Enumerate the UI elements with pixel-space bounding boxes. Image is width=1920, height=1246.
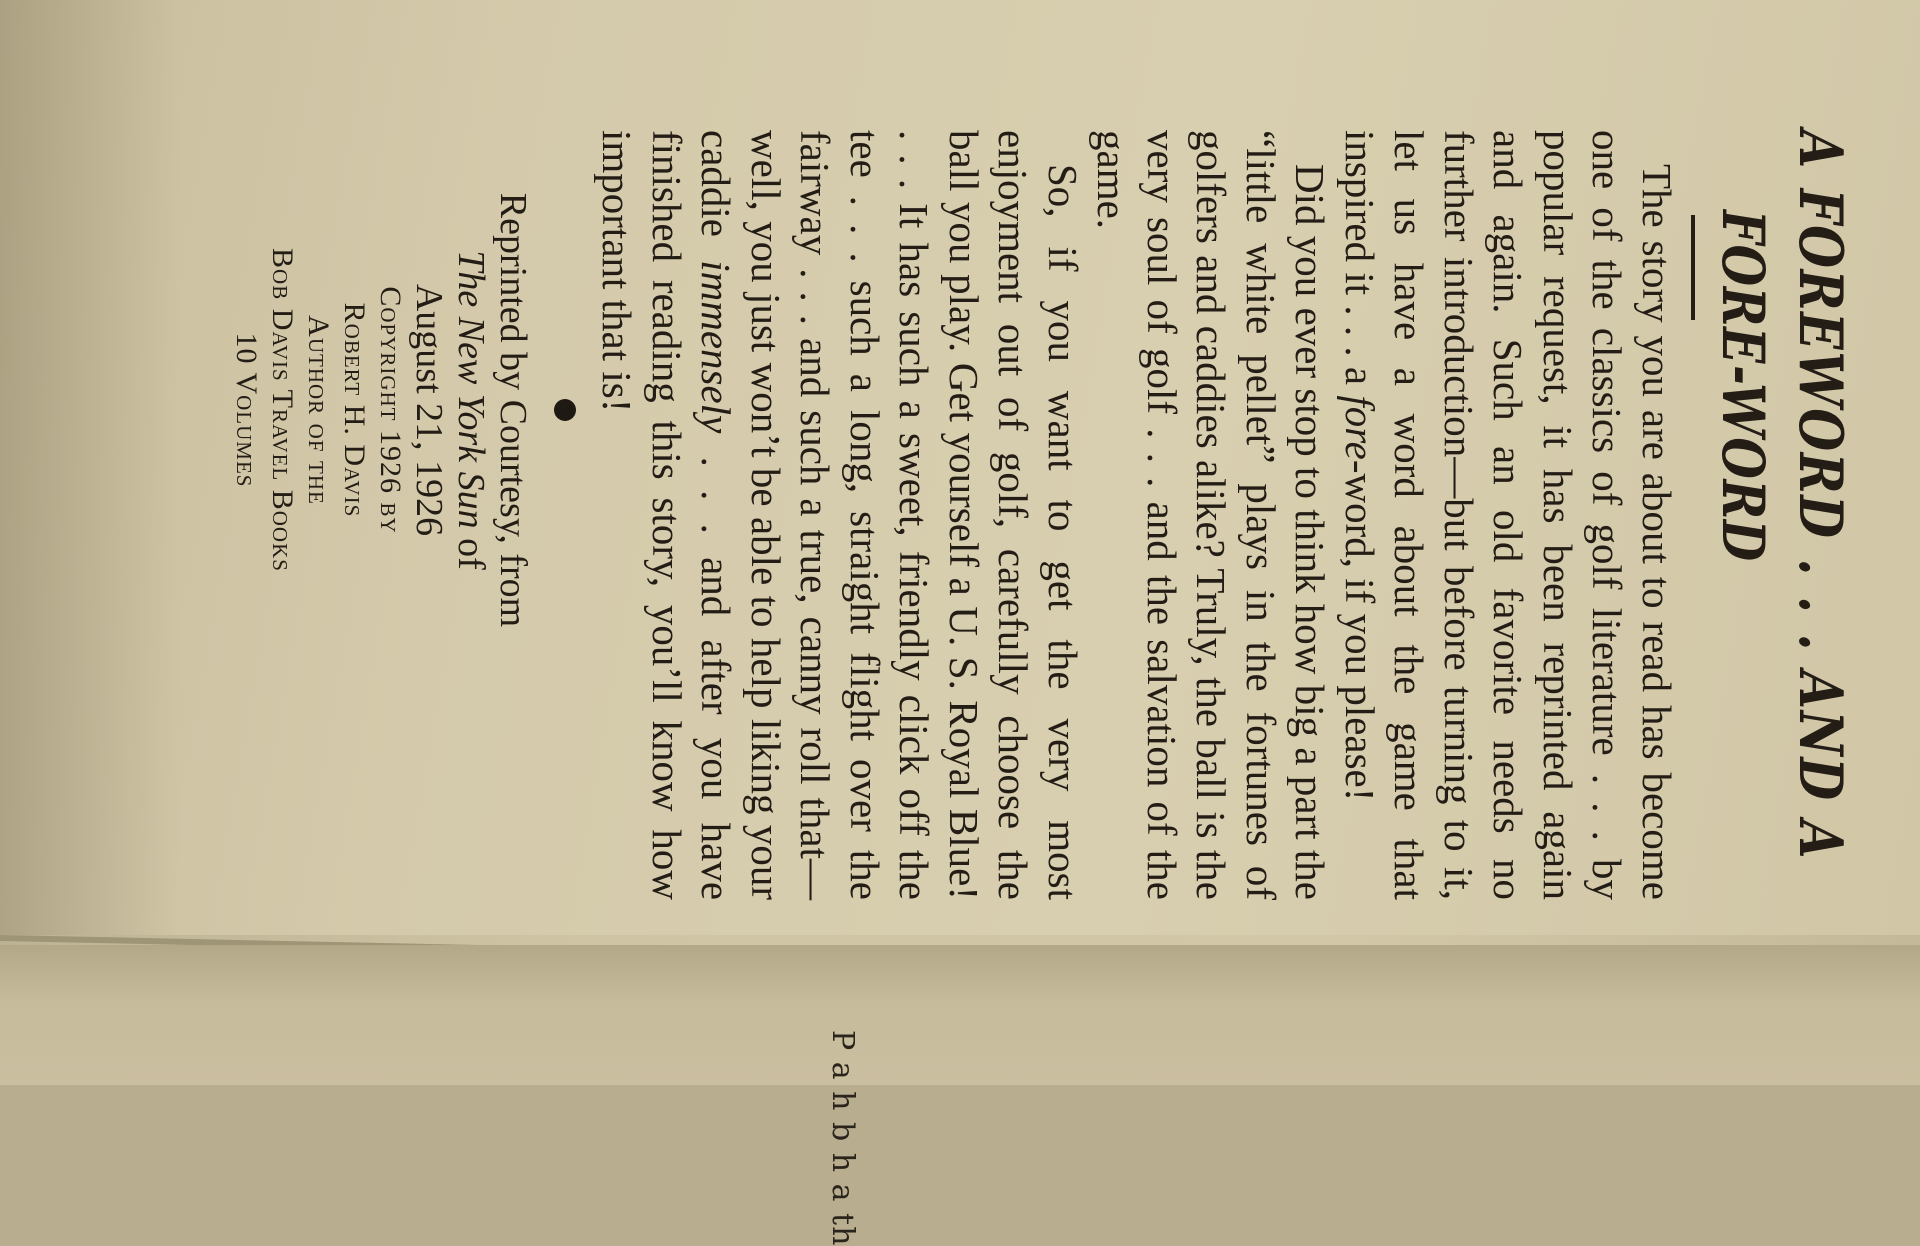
volumes-line: 10 Volumes <box>230 332 263 488</box>
paragraph-1 <box>1335 130 1682 900</box>
credit-publication-line <box>450 130 492 690</box>
paragraph-2-text: Did you ever stop to think how big a part the “little white pellet” plays in the fortunes of golfers and caddies alike? Truly, the ball is the very soul of golf . . . and the salvation of the game. <box>1089 130 1334 900</box>
credit-date: August 21, 1926 <box>408 283 450 537</box>
page-subtitle: FORE-WORD <box>1709 210 1777 562</box>
paragraph-1-end: -word, if you please! <box>1337 459 1383 802</box>
copyright-line: Copyright 1926 by <box>374 286 407 534</box>
paragraph-3-text: So, if you want to get the very most enjoyment out of golf, carefully choose the ball you play. Get yourself a U. S. Royal Blue! . . . It has such a sweet, friendly click off the tee . . . such a long, straight flight over the fairway . . . and such a true, canny roll that—well, you just won’t be able to help liking your caddie <box>693 130 1086 900</box>
paragraph-3-end: . . . and after you have finished reading this story, you’ll know how important that is! <box>594 130 740 901</box>
facing-page-text: P a h b h a th <box>825 1030 860 1246</box>
paragraph-1-text: The story you are about to read has become one of the classics of golf literature . . . by popular request, it has been reprinted again and again. Such an old favorite needs no further introduction—but before turning to it, let us have a word about the game that inspired it . . . a <box>1337 130 1680 900</box>
page-title: A FOREWORD . . . AND A <box>1785 130 1855 861</box>
facing-page <box>0 945 1920 1085</box>
copyright-author: Robert H. Davis <box>338 302 371 518</box>
series-name: Bob Davis Travel Books <box>266 248 299 572</box>
credit-line: Reprinted by Courtesy, from <box>492 192 534 628</box>
foreword-text-block <box>65 130 1855 930</box>
paragraph-1-emphasis: fore <box>1337 395 1383 460</box>
bullet-icon <box>554 399 576 421</box>
title-rule <box>1691 215 1695 320</box>
publication-name: The New York Sun <box>450 250 492 529</box>
publication-of: of <box>450 528 492 570</box>
paragraph-2 <box>1087 130 1335 900</box>
paragraph-3 <box>592 130 1087 900</box>
author-of-line: Author of the <box>302 315 335 505</box>
paragraph-3-emphasis: immensely <box>693 260 740 434</box>
body-text <box>592 130 1681 900</box>
reprint-credit <box>228 130 576 690</box>
